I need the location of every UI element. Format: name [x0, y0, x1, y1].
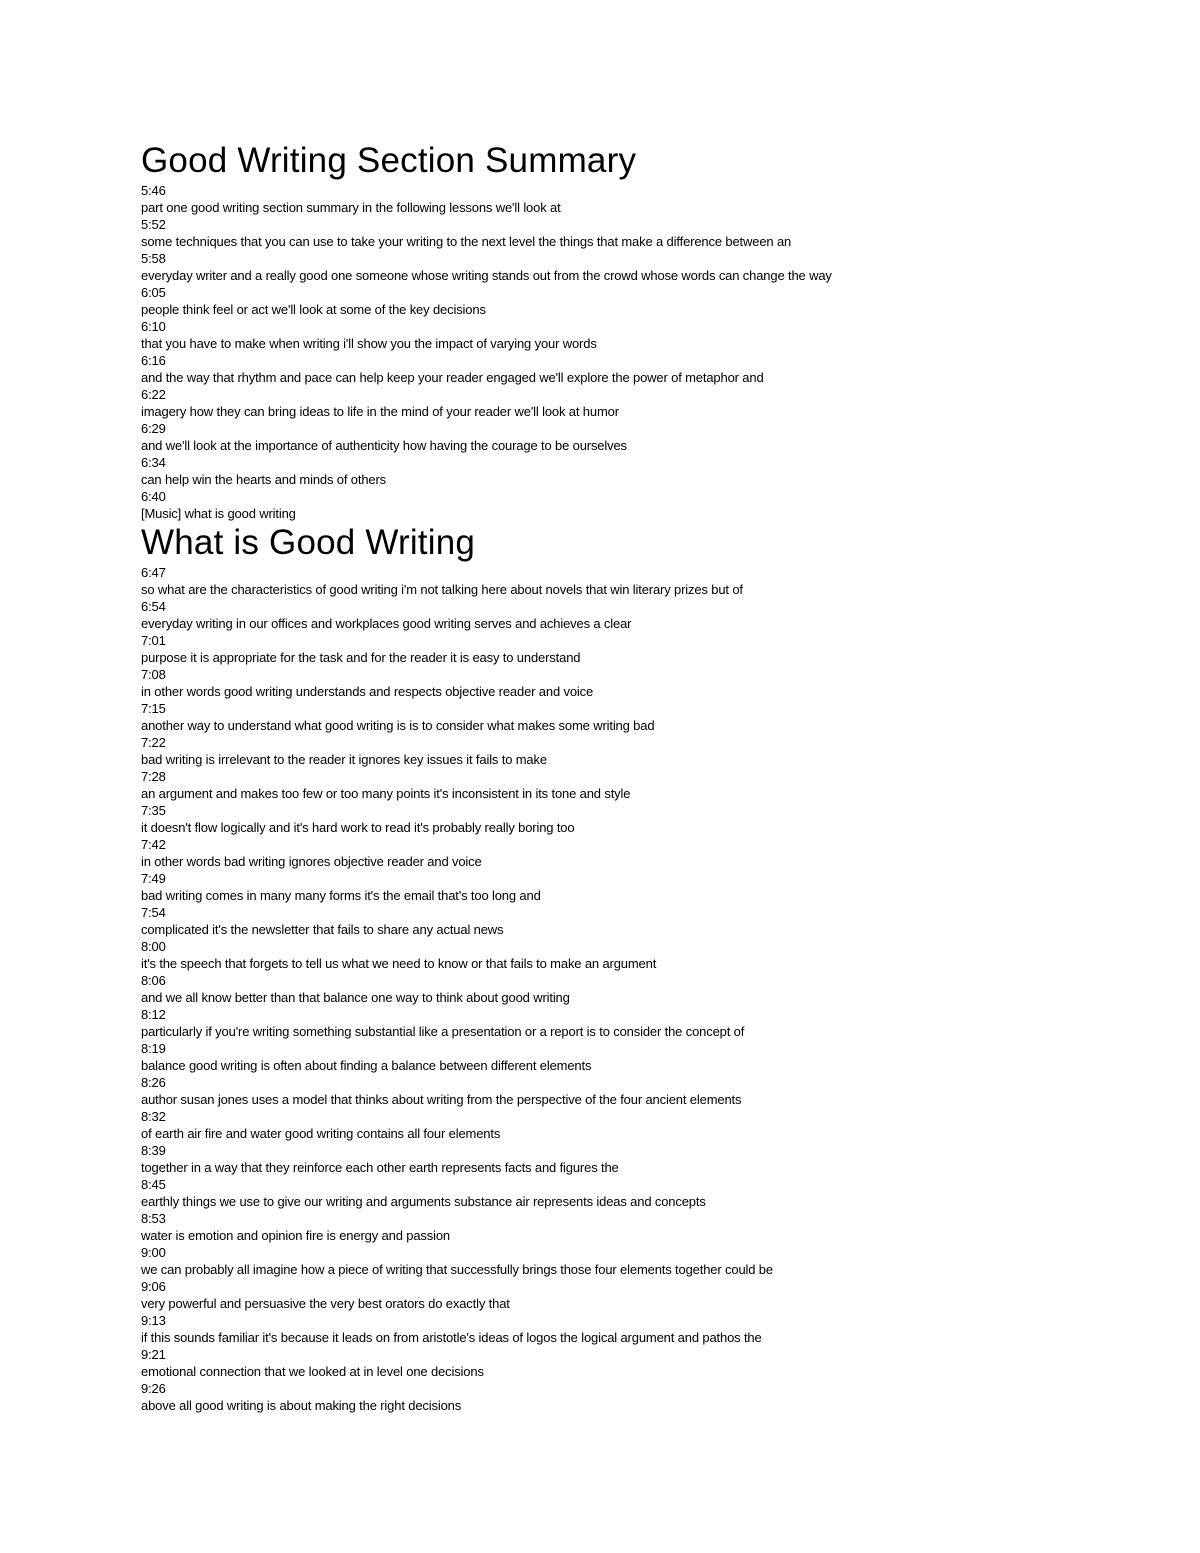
transcript-entry [141, 318, 1151, 352]
timestamp: 8:39 [141, 1143, 166, 1158]
timestamp: 9:26 [141, 1381, 166, 1396]
timestamp: 5:46 [141, 183, 166, 198]
timestamp: 7:49 [141, 871, 166, 886]
section-heading: Good Writing Section Summary [141, 141, 637, 180]
transcript-entry [141, 1312, 1151, 1346]
timestamp: 7:08 [141, 667, 166, 682]
timestamp: 8:19 [141, 1041, 166, 1056]
timestamp: 8:45 [141, 1177, 166, 1192]
transcript-entry [141, 666, 1151, 700]
timestamp: 9:00 [141, 1245, 166, 1260]
timestamp: 6:22 [141, 387, 166, 402]
transcript-text: together in a way that they reinforce each other earth represents facts and figures the [141, 1160, 619, 1175]
timestamp: 8:12 [141, 1007, 166, 1022]
transcript-entry [141, 734, 1151, 768]
transcript-entry [141, 1006, 1151, 1040]
transcript-entries [141, 182, 1151, 522]
transcript-text: particularly if you're writing something substantial like a presentation or a report is to consider the concept of [141, 1024, 745, 1039]
timestamp: 6:34 [141, 455, 166, 470]
transcript-text: some techniques that you can use to take your writing to the next level the things that make a difference between an [141, 234, 792, 249]
transcript-entry [141, 1176, 1151, 1210]
timestamp: 6:10 [141, 319, 166, 334]
timestamp: 7:54 [141, 905, 166, 920]
transcript-text: bad writing comes in many many forms it's the email that's too long and [141, 888, 541, 903]
transcript-text: complicated it's the newsletter that fails to share any actual news [141, 922, 504, 937]
section-what-is-good-writing [141, 522, 1151, 1414]
transcript-entry [141, 284, 1151, 318]
transcript-text: people think feel or act we'll look at some of the key decisions [141, 302, 486, 317]
transcript-entries [141, 564, 1151, 1414]
transcript-text: an argument and makes too few or too many points it's inconsistent in its tone and style [141, 786, 631, 801]
transcript-entry [141, 870, 1151, 904]
transcript-entry [141, 1040, 1151, 1074]
transcript-text: imagery how they can bring ideas to life in the mind of your reader we'll look at humor [141, 404, 619, 419]
transcript-text: can help win the hearts and minds of others [141, 472, 387, 487]
timestamp: 7:28 [141, 769, 166, 784]
timestamp: 6:29 [141, 421, 166, 436]
timestamp: 8:26 [141, 1075, 166, 1090]
transcript-entry [141, 972, 1151, 1006]
transcript-text: above all good writing is about making the right decisions [141, 1398, 462, 1413]
transcript-text: very powerful and persuasive the very best orators do exactly that [141, 1296, 510, 1311]
transcript-text: and we all know better than that balance one way to think about good writing [141, 990, 570, 1005]
timestamp: 9:13 [141, 1313, 166, 1328]
transcript-entry [141, 598, 1151, 632]
timestamp: 7:01 [141, 633, 166, 648]
transcript-entry [141, 352, 1151, 386]
timestamp: 6:47 [141, 565, 166, 580]
timestamp: 8:06 [141, 973, 166, 988]
transcript-text: and the way that rhythm and pace can help keep your reader engaged we'll explore the power of metaphor and [141, 370, 764, 385]
timestamp: 7:22 [141, 735, 166, 750]
transcript-text: that you have to make when writing i'll show you the impact of varying your words [141, 336, 597, 351]
transcript-text: it doesn't flow logically and it's hard work to read it's probably really boring too [141, 820, 575, 835]
transcript-text: part one good writing section summary in the following lessons we'll look at [141, 200, 561, 215]
timestamp: 5:58 [141, 251, 166, 266]
transcript-page [141, 140, 1151, 1414]
transcript-text: everyday writer and a really good one someone whose writing stands out from the crowd whose words can change the way [141, 268, 832, 283]
transcript-entry [141, 386, 1151, 420]
timestamp: 7:15 [141, 701, 166, 716]
timestamp: 7:42 [141, 837, 166, 852]
timestamp: 6:54 [141, 599, 166, 614]
transcript-entry [141, 454, 1151, 488]
transcript-entry [141, 768, 1151, 802]
transcript-text: in other words good writing understands and respects objective reader and voice [141, 684, 594, 699]
timestamp: 8:00 [141, 939, 166, 954]
transcript-text: it's the speech that forgets to tell us what we need to know or that fails to make an argument [141, 956, 657, 971]
transcript-entry [141, 904, 1151, 938]
transcript-entry [141, 1244, 1151, 1278]
transcript-entry [141, 216, 1151, 250]
transcript-text: water is emotion and opinion fire is energy and passion [141, 1228, 450, 1243]
transcript-text: [Music] what is good writing [141, 506, 296, 521]
transcript-entry [141, 1278, 1151, 1312]
transcript-text: everyday writing in our offices and workplaces good writing serves and achieves a clear [141, 616, 632, 631]
transcript-text: so what are the characteristics of good writing i'm not talking here about novels that win literary prizes but of [141, 582, 743, 597]
transcript-text: bad writing is irrelevant to the reader it ignores key issues it fails to make [141, 752, 547, 767]
transcript-text: emotional connection that we looked at in level one decisions [141, 1364, 484, 1379]
transcript-text: if this sounds familiar it's because it leads on from aristotle's ideas of logos the logical argument and pathos the [141, 1330, 762, 1345]
transcript-entry [141, 182, 1151, 216]
transcript-entry [141, 632, 1151, 666]
transcript-entry [141, 1142, 1151, 1176]
transcript-entry [141, 420, 1151, 454]
transcript-entry [141, 1380, 1151, 1414]
transcript-entry [141, 1108, 1151, 1142]
timestamp: 8:53 [141, 1211, 166, 1226]
transcript-entry [141, 1074, 1151, 1108]
transcript-entry [141, 802, 1151, 836]
timestamp: 7:35 [141, 803, 166, 818]
transcript-text: earthly things we use to give our writing and arguments substance air represents ideas and concepts [141, 1194, 706, 1209]
transcript-text: we can probably all imagine how a piece of writing that successfully brings those four elements together could be [141, 1262, 773, 1277]
timestamp: 6:05 [141, 285, 166, 300]
timestamp: 5:52 [141, 217, 166, 232]
transcript-text: and we'll look at the importance of authenticity how having the courage to be ourselves [141, 438, 627, 453]
transcript-entry [141, 250, 1151, 284]
transcript-text: another way to understand what good writing is is to consider what makes some writing bad [141, 718, 655, 733]
timestamp: 6:40 [141, 489, 166, 504]
transcript-entry [141, 488, 1151, 522]
transcript-text: of earth air fire and water good writing contains all four elements [141, 1126, 501, 1141]
transcript-entry [141, 938, 1151, 972]
timestamp: 6:16 [141, 353, 166, 368]
timestamp: 9:06 [141, 1279, 166, 1294]
transcript-entry [141, 1346, 1151, 1380]
transcript-text: author susan jones uses a model that thinks about writing from the perspective of the four ancient elements [141, 1092, 742, 1107]
section-heading: What is Good Writing [141, 523, 476, 562]
transcript-entry [141, 564, 1151, 598]
transcript-text: in other words bad writing ignores objective reader and voice [141, 854, 482, 869]
transcript-text: balance good writing is often about finding a balance between different elements [141, 1058, 592, 1073]
timestamp: 8:32 [141, 1109, 166, 1124]
transcript-text: purpose it is appropriate for the task and for the reader it is easy to understand [141, 650, 581, 665]
transcript-entry [141, 836, 1151, 870]
transcript-entry [141, 700, 1151, 734]
section-good-writing-summary [141, 140, 1151, 522]
transcript-entry [141, 1210, 1151, 1244]
timestamp: 9:21 [141, 1347, 166, 1362]
